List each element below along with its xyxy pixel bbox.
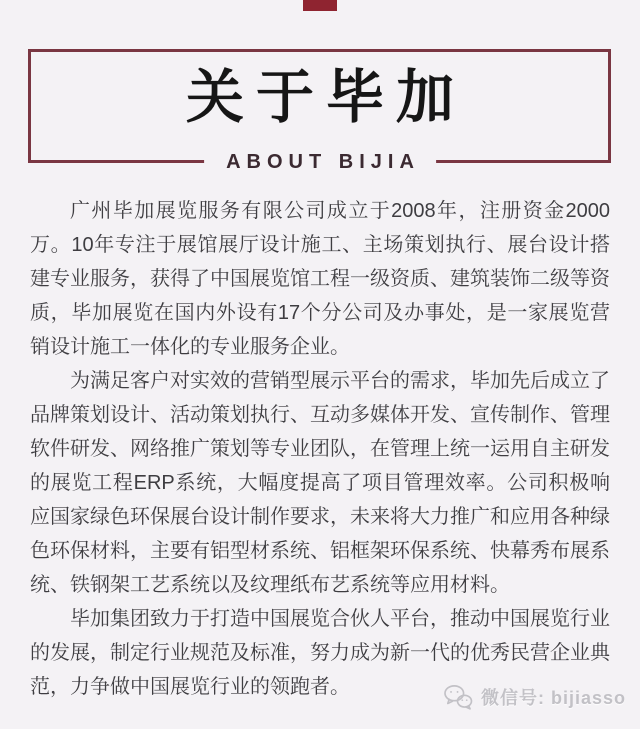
paragraph: 毕加集团致力于打造中国展览合伙人平台，推动中国展览行业的发展，制定行业规范及标准，努力成为新一代的优秀民营企业典范，力争做中国展览行业的领跑者。 [30, 608, 610, 698]
article-body [30, 194, 610, 704]
wechat-id-label: 微信号: bijiasso [480, 688, 626, 708]
wechat-footer [443, 684, 626, 710]
paragraph: 为满足客户对实效的营销型展示平台的需求，毕加先后成立了品牌策划设计、活动策划执行、互动多媒体开发、宣传制作、管理软件研发、网络推广策划等专业团队，在管理上统一运用自主研发的展览工程ERP系统，大幅度提高了项目管理效率。公司积极响应国家绿色环保展台设计制作要求，未来将大力推广和应用各种绿色环保材料，主要有铝型材系统、铝框架环保系统、快幕秀布展系统、铁钢架工艺系统以及纹理纸布艺系统等应用材料。 [30, 370, 610, 596]
page-subtitle: ABOUT BIJIA [204, 147, 436, 177]
wechat-icon [443, 684, 473, 710]
paragraph: 广州毕加展览服务有限公司成立于2008年，注册资金2000万。10年专注于展馆展厅设计施工、主场策划执行、展台设计搭建专业服务，获得了中国展览馆工程一级资质、建筑装饰二级等资质，毕加展览在国内外设有17个分公司及办事处，是一家展览营销设计施工一体化的专业服务企业。 [30, 200, 610, 358]
page-title: 关于毕加 [185, 65, 466, 130]
top-accent-mark [303, 0, 337, 11]
